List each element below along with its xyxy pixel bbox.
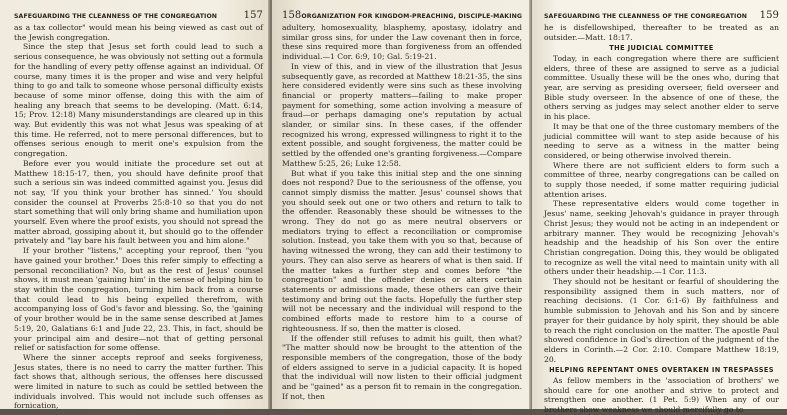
paragraph: It may be that one of the three customary members of the judicial committee will want to step aside because of his needing to serve as a witness in the matter being considered, or being otherwise involved therein. (544, 121, 779, 160)
page-number: 157 (243, 10, 263, 21)
paragraph: Since the step that Jesus set forth could lead to such a serious consequence, he was obviously not setting out a formula for the handling of every petty offense against an individual. Of course, many times it is the proper and wise and very helpful thing to go and talk to someone whose personal difficulty exists because of some minor offense, doing this with the aim of healing any breach that seems to be developing. (Matt. 6:14, 15; Prov. 12:18) Many misunderstandings are cleared up in this way. But evidently this was not what Jesus was speaking of at this time. He referred, not to mere personal differences, but to offenses serious enough to merit one's expulsion from the congregation. (14, 42, 263, 159)
header-title: ORGANIZATION FOR KINGDOM-PREACHING, DISCIPLE-MAKING (301, 13, 523, 20)
running-header (14, 10, 263, 21)
paragraph: Where the sinner accepts reproof and seeks forgiveness, Jesus states, there is no need to carry the matter further. This fact shows that, although serious, the offenses here discussed were limited in nature to such as could be settled between the individuals involved. This would not include such offenses as fornication, (14, 352, 263, 411)
page-158 (272, 0, 532, 409)
paragraph: Where there are not sufficient elders to form such a committee of three, nearby congregations can be called on to supply those needed, if some matter requiring judicial attention arises. (544, 160, 779, 199)
section-heading: HELPING REPENTANT ONES OVERTAKEN IN TRESPASSES (549, 366, 774, 375)
page-text (544, 23, 779, 415)
section-heading: THE JUDICIAL COMMITTEE (609, 44, 714, 53)
paragraph: In view of this, and in view of the illustration that Jesus subsequently gave, as recorded at Matthew 18:21-35, the sins here considered evidently were sins such as these involving financial or property matters—failing to make proper payment for something, some action involving a measure of fraud—or perhaps damaging one's reputation by actual slander, or similar sins. In these cases, if the offender recognized his wrong, expressed willingness to right it to the extent possible, and sought forgiveness, the matter could be settled by the offended one's granting forgiveness.—Compare Matthew 5:25, 26; Luke 12:58. (282, 61, 523, 168)
paragraph: he is disfellowshiped, thereafter to be treated as an outsider.—Matt. 18:17. (544, 23, 779, 42)
paragraph: Before ever you would initiate the procedure set out at Matthew 18:15-17, then, you should have definite proof that such a serious sin was indeed committed against you. Jesus did not say, 'If you think your brother has sinned.' You should consider the counsel at Proverbs 25:8-10 so that you do not start something that will only bring shame and humiliation upon yourself. Even where the proof exists, you should not spread the matter abroad, gossiping about it, but should go to the offender privately and "lay bare his fault between you and him alone." (14, 158, 263, 246)
paragraph: If the offender still refuses to admit his guilt, then what? "The matter should now be brought to the attention of the responsible members of the congregation, those of the body of elders assigned to serve in a judicial capacity. It is hoped that the individual will now listen to their official judgment and be "gained" as a person fit to remain in the congregation. If not, then (282, 333, 522, 401)
paragraph: adultery, homosexuality, blasphemy, apostasy, idolatry and similar gross sins, for under the Law covenant then in force, these sins required more than forgiveness from an offended individual.—1 Cor. 6:9, 10; Gal. 5:19-21. (282, 23, 522, 62)
running-header (282, 10, 522, 21)
paragraph: as a tax collector" would mean his being viewed as cast out of the Jewish congregation. (14, 23, 263, 42)
running-header (544, 10, 779, 21)
page-text (14, 23, 263, 411)
page-number: 158 (282, 10, 302, 21)
paragraph: They should not be hesitant or fearful of shouldering the responsibility assigned them in such matters, nor of reaching decisions. (1 Cor. 6:1-6) By faithfulness and humble submission to Jehovah and his Son and by sincere prayer for their guidance by holy spirit, they should be able to reach the right conclusion on the matter. The apostle Paul showed confidence in God's direction of the judgment of the elders in Corinth.—2 Cor. 2:10. Compare Matthew 18:19, 20. (544, 277, 779, 364)
paragraph: These representative elders would come together in Jesus' name, seeking Jehovah's guidance in prayer through Christ Jesus; they would not be acting in an independent or arbitrary manner. They would be recognizing Jehovah's headship and the headship of his Son over the entire Christian congregation. Doing this, they would be obligated to recognize as well the vital need to maintain unity with all others under their headship.—1 Cor. 11:3. (544, 199, 779, 277)
page-text (282, 23, 522, 401)
paragraph: Today, in each congregation where there are sufficient elders, three of these are assigned to serve as a judicial committee. Usually these will be the ones who, during that year, are serving as presiding overseer, field overseer and Bible study overseer. In the absence of one of these, the others serving as judges may select another elder to serve in his place. (544, 53, 779, 122)
paragraph: As fellow members in the 'association of brothers' we should care for one another and strive to protect and strengthen one another. (1 Pet. 5:9) When any of our brothers show weakness we should mercifully go to (544, 375, 779, 415)
paragraph: But what if you take this initial step and the one sinning does not respond? Due to the seriousness of the offense, you cannot simply dismiss the matter. Jesus' counsel shows that you should seek out one or two others and return to talk to the offender. Reasonably these should be witnesses to the wrong. They do not go as mere neutral observers or mediators trying to effect a reconciliation or compromise solution. Instead, you take them with you so that, because of having witnessed the wrong, they can add their testimony to yours. They can also serve as hearers of what is then said. If the matter takes a further step and comes before "the congregation" and the offender denies or alters certain statements or admissions made, these others can give their testimony and bring out the facts. Hopefully the further step will not be necessary and the individual will respond to the combined efforts made to restore him to a course of righteousness. If so, then the matter is closed. (282, 168, 522, 333)
page-number: 159 (759, 10, 779, 21)
page-157 (0, 0, 271, 409)
page-159 (532, 0, 787, 415)
header-title: SAFEGUARDING THE CLEANNESS OF THE CONGREGATION (14, 13, 218, 20)
header-title: SAFEGUARDING THE CLEANNESS OF THE CONGREGATION (544, 13, 748, 20)
paragraph: If your brother "listens," accepting your reproof, then "you have gained your brother." Does this refer simply to effecting a personal reconciliation? No, but as the rest of Jesus' counsel shows, it must mean 'gaining him' in the sense of helping him to stay within the congregation, turning him back from a course that could lead to his being expelled therefrom, with accompanying loss of God's favor and blessing. So, the 'gaining of your brother would be in the same sense described at James 5:19, 20, Galatians 6:1 and Jude 22, 23. This, in fact, should be your principal aim and desire—not that of getting personal relief or satisfaction for some offense. (14, 246, 263, 353)
